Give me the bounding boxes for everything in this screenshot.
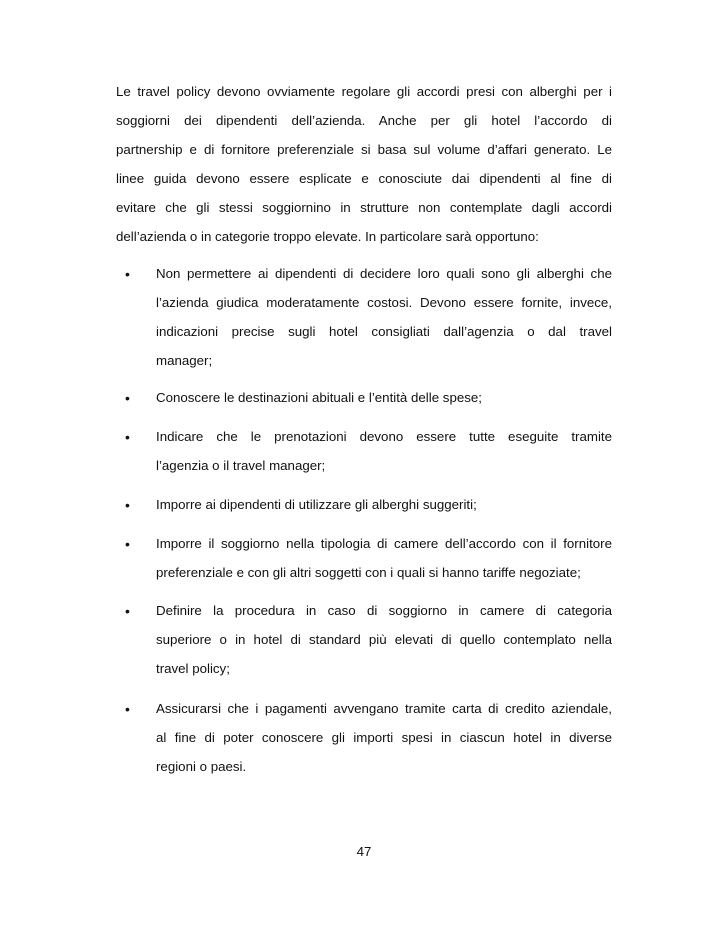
list-item-line: Imporre il soggiorno nella tipologia di camere dell’accordo con il fornitore (156, 536, 612, 551)
page-number: 47 (356, 844, 372, 859)
list-item-line: travel policy; (156, 661, 230, 676)
bullet-marker: • (125, 266, 130, 282)
paragraph-line: linee guida devono essere esplicate e conosciute dai dipendenti al fine di (116, 171, 612, 186)
list-item-line: preferenziale e con gli altri soggetti con i quali si hanno tariffe negoziate; (156, 565, 581, 580)
list-item-line: superiore o in hotel di standard più elevati di quello contemplato nella (156, 632, 612, 647)
bullet-marker: • (125, 701, 130, 717)
bullet-marker: • (125, 603, 130, 619)
paragraph-line: Le travel policy devono ovviamente regolare gli accordi presi con alberghi per i (116, 84, 612, 99)
paragraph-line: dell’azienda o in categorie troppo elevate. In particolare sarà opportuno: (116, 229, 539, 244)
list-item-line: Definire la procedura in caso di soggiorno in camere di categoria (156, 603, 612, 618)
paragraph-line: soggiorni dei dipendenti dell’azienda. Anche per gli hotel l’accordo di (116, 113, 612, 128)
list-item-line: Indicare che le prenotazioni devono essere tutte eseguite tramite (156, 429, 612, 444)
bullet-marker: • (125, 429, 130, 445)
list-item-line: al fine di poter conoscere gli importi spesi in ciascun hotel in diverse (156, 730, 612, 745)
list-item-line: Conoscere le destinazioni abituali e l’entità delle spese; (156, 390, 482, 405)
bullet-marker: • (125, 390, 130, 406)
list-item-line: Non permettere ai dipendenti di decidere loro quali sono gli alberghi che (156, 266, 612, 281)
list-item-line: Imporre ai dipendenti di utilizzare gli alberghi suggeriti; (156, 497, 477, 512)
paragraph-line: partnership e di fornitore preferenziale si basa sul volume d’affari generato. Le (116, 142, 612, 157)
list-item-line: manager; (156, 353, 213, 368)
list-item-line: regioni o paesi. (156, 759, 247, 774)
bullet-marker: • (125, 536, 130, 552)
list-item-line: indicazioni precise sugli hotel consigliati dall’agenzia o dal travel (156, 324, 612, 339)
bullet-marker: • (125, 497, 130, 513)
paragraph-line: evitare che gli stessi soggiornino in strutture non contemplate dagli accordi (116, 200, 612, 215)
list-item-line: l’azienda giudica moderatamente costosi. Devono essere fornite, invece, (156, 295, 612, 310)
list-item-line: l’agenzia o il travel manager; (156, 458, 326, 473)
list-item-line: Assicurarsi che i pagamenti avvengano tramite carta di credito aziendale, (156, 701, 612, 716)
